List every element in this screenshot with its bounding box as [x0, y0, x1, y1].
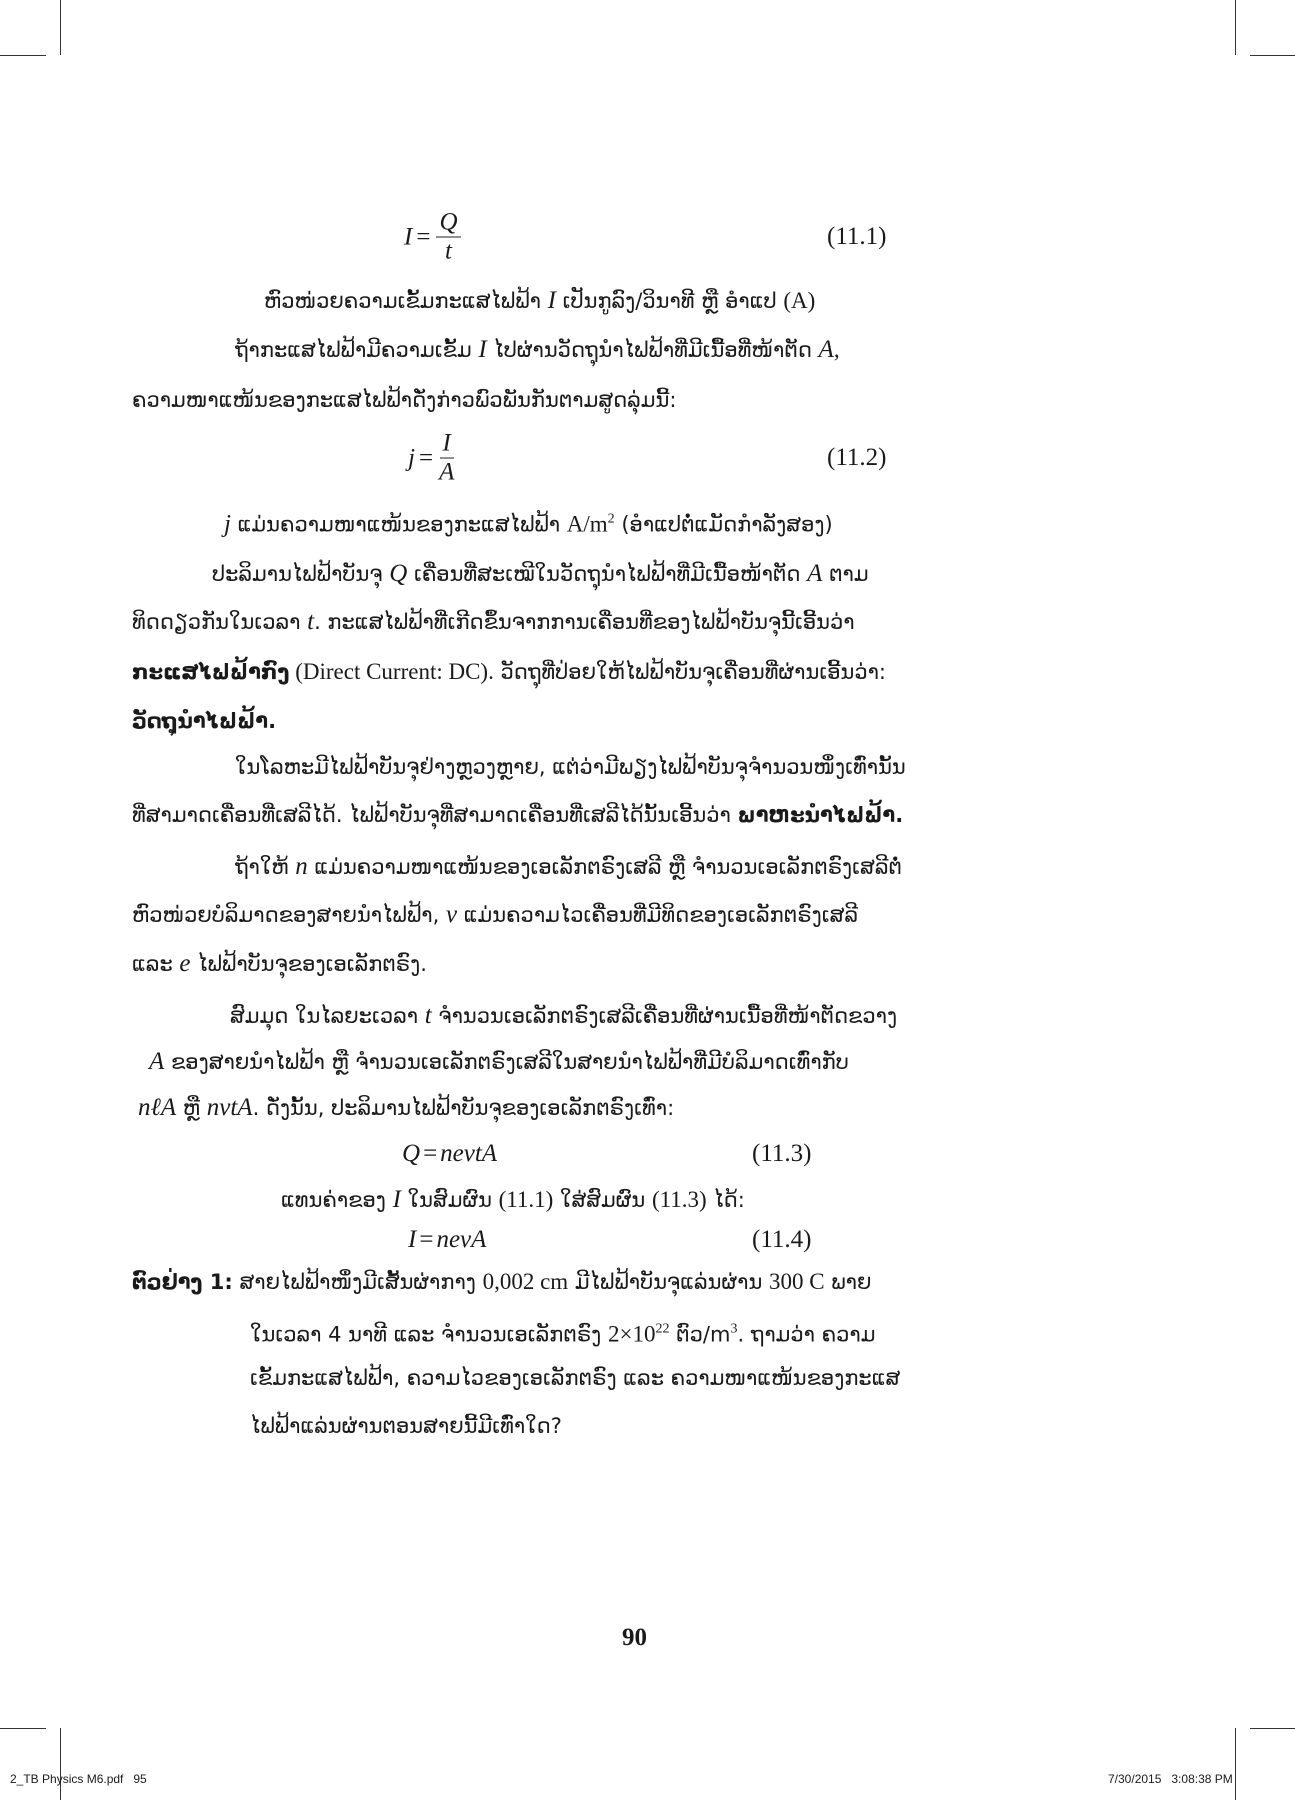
text-segment: ຕົວ/m	[669, 1322, 731, 1347]
eq-lhs: I	[404, 223, 413, 250]
math-variable: I	[547, 287, 556, 314]
math-variable: t	[307, 608, 315, 635]
text-line	[132, 385, 676, 415]
text-segment: ເຂັ້ມກະແສໄຟຟ້າ, ຄວາມໄວຂອງເອເລັກຕຣົງ ແລະ ຄວາມໜາແໜ້ນຂອງກະແສ	[250, 1366, 901, 1390]
text-segment: 2	[607, 511, 615, 527]
math-variable: nℓA	[138, 1094, 177, 1121]
eq-op: =	[416, 223, 431, 250]
text-segment: 300 C	[768, 1269, 825, 1294]
text-line	[132, 900, 858, 930]
page-number: 90	[622, 1624, 647, 1651]
math-variable: A	[818, 336, 834, 363]
text-segment: (Direct Current: DC).	[289, 659, 494, 684]
text-line	[250, 1411, 562, 1441]
text-line	[235, 852, 902, 882]
text-segment: ໄຟຟ້າແລ່ນຜ່ານຕອນສາຍນີ້ມີເທົ່າໃດ?	[250, 1414, 562, 1438]
footer-timestamp: 7/30/2015 3:08:38 PM	[1108, 1772, 1233, 1786]
text-segment: 2×10	[607, 1321, 656, 1347]
text-segment: ແທນຄ່າຂອງ	[281, 1188, 393, 1212]
text-segment: ສົມມຸດ ໃນໄລຍະເວລາ	[230, 1004, 425, 1028]
equation-11-3	[402, 1140, 497, 1168]
text-segment: ມີໄຟຟ້າບັນຈຸແລ່ນຜ່ານ	[568, 1270, 769, 1294]
bold-term: ຕົວຢ່າງ 1:	[132, 1270, 233, 1294]
text-line	[250, 1363, 900, 1393]
denominator: t	[444, 237, 452, 265]
text-segment: ທີ່ສາມາດເຄື່ອນທີ່ເສລີໄດ້. ໄຟຟ້າບັນຈຸທີ່ສາມາດເຄື່ອນທີ່ເສລີໄດ້ນັ້ນເອີ້ນວ່າ	[132, 803, 738, 827]
text-line	[132, 607, 855, 637]
text-segment: . ຖາມວ່າ ຄວາມ	[737, 1322, 876, 1347]
fraction	[439, 430, 454, 487]
text-line	[132, 706, 276, 736]
text-line	[149, 1047, 849, 1077]
math-variable: e	[179, 950, 191, 977]
text-segment: ເປັນກູລົງ/ວິນາທີ ຫຼື ອຳແປ	[555, 289, 784, 313]
crop-mark	[60, 0, 61, 55]
text-line	[138, 1093, 674, 1123]
eq-op: =	[418, 444, 434, 471]
math-variable: A	[149, 1048, 165, 1075]
text-line	[212, 559, 869, 589]
bold-term: ພາຫະນຳໄຟຟ້າ.	[737, 803, 904, 827]
equation-label: (11.4)	[752, 1226, 812, 1253]
text-segment: ສາຍໄຟຟ້າໜຶ່ງມີເສັ້ນຜ່າກາງ	[232, 1270, 483, 1294]
text-segment: 3	[730, 1321, 738, 1337]
text-segment: 0,002 cm	[482, 1269, 569, 1294]
text-segment: ຖ້າໃຫ້	[235, 855, 296, 879]
bold-term: ກະແສໄຟຟ້າກົງ	[132, 660, 290, 684]
eq-lhs: I	[408, 1226, 417, 1253]
denominator: A	[439, 458, 455, 486]
text-line	[250, 1315, 875, 1350]
math-variable: Q	[389, 560, 408, 587]
text-segment: ປະລິມານໄຟຟ້າບັນຈຸ	[212, 562, 390, 586]
bold-term: ວັດຖຸນຳໄຟຟ້າ.	[132, 709, 277, 733]
math-variable: I	[478, 336, 487, 363]
numerator: Q	[436, 209, 460, 238]
text-segment: ຄວາມໜາແໜ້ນຂອງກະແສໄຟຟ້າດັ່ງກ່າວພົວພັນກັນຕາມສູດລຸ່ມນີ້:	[132, 388, 677, 412]
text-segment: ຂອງສາຍນຳໄຟຟ້າ ຫຼື ຈຳນວນເອເລັກຕຣົງເສລີໃນສາຍນຳໄຟຟ້າທີ່ມີບໍລິມາດເທົ່າກັບ	[164, 1050, 849, 1074]
eq-lhs: Q	[402, 1140, 421, 1167]
crop-mark	[60, 1728, 61, 1800]
math-variable: v	[445, 901, 458, 928]
text-segment: ພາຍ	[824, 1270, 872, 1294]
text-segment: A/m	[566, 511, 608, 537]
text-segment: ເຄື່ອນທີ່ສະເໝີໃນວັດຖຸນຳໄຟຟ້າທີ່ມີເນື້ອໜ້າຕັດ	[407, 562, 808, 586]
equation-label: (11.2)	[827, 444, 887, 471]
text-line	[264, 286, 815, 316]
eq-rhs: nevtA	[440, 1140, 498, 1167]
crop-mark	[1235, 1728, 1236, 1800]
text-segment: 22	[655, 1321, 670, 1337]
equation-11-1	[404, 209, 461, 266]
text-segment: ແມ່ນຄວາມໄວເຄື່ອນທີ່ມີທິດຂອງເອເລັກຕຣົງເສລີ	[457, 903, 858, 927]
text-segment: ແມ່ນຄວາມໜາແໜ້ນຂອງກະແສໄຟຟ້າ	[230, 512, 567, 537]
text-segment: ທິດດຽວກັນໃນເວລາ	[132, 610, 308, 634]
text-segment: ແລະ	[132, 952, 180, 976]
text-segment: ຕາມ	[822, 562, 869, 586]
text-segment: ໃນໂລຫະມີໄຟຟ້າບັນຈຸຢ່າງຫຼວງຫຼາຍ, ແຕ່ວ່າມີພຽງໄຟຟ້າບັນຈຸຈຳນວນໜຶ່ງເທົ່ານັ້ນ	[235, 755, 906, 779]
equation-11-4	[408, 1226, 486, 1254]
math-variable: I	[392, 1186, 401, 1213]
eq-rhs: nevA	[436, 1226, 487, 1253]
text-segment: ,	[833, 337, 840, 362]
text-segment: ໄປຜ່ານວັດຖຸນຳໄຟຟ້າທີ່ມີເນື້ອທີ່ໜ້າຕັດ	[486, 338, 819, 362]
text-segment: ຖ້າກະແສໄຟຟ້າມີຄວາມເຂັ້ມ	[235, 338, 479, 362]
text-segment: . ດັ່ງນັ້ນ, ປະລິມານໄຟຟ້າບັນຈຸຂອງເອເລັກຕຣົງເທົ່າ:	[252, 1096, 675, 1120]
math-variable: A	[807, 560, 823, 587]
crop-mark	[1250, 55, 1295, 56]
text-line	[132, 1267, 871, 1297]
text-line	[224, 505, 833, 540]
text-segment: ວັດຖຸທີ່ປ່ອຍໃຫ້ໄຟຟ້າບັນຈຸເຄື່ອນທີ່ຜ່ານເອີ້ນວ່າ:	[493, 660, 886, 684]
crop-mark	[1235, 0, 1236, 55]
eq-lhs: j	[408, 444, 415, 471]
text-segment: (ອຳແປຕໍ່ແມັດກຳລັງສອງ)	[614, 512, 833, 537]
text-segment: (11.1)	[498, 1187, 554, 1212]
equation-11-2	[408, 430, 454, 487]
text-segment: ໄຟຟ້າບັນຈຸຂອງເອເລັກຕຣົງ.	[190, 952, 427, 976]
math-variable: nvtA	[206, 1094, 253, 1121]
crop-mark	[1250, 1728, 1295, 1729]
text-segment: ໄດ້:	[706, 1188, 745, 1212]
text-line	[235, 335, 840, 365]
text-line	[132, 800, 903, 830]
equation-label: (11.1)	[827, 223, 887, 250]
text-segment: ຫົວໜ່ວຍຄວາມເຂັ້ມກະແສໄຟຟ້າ	[264, 289, 548, 313]
math-variable: n	[295, 853, 308, 880]
text-segment: . ກະແສໄຟຟ້າທີ່ເກີດຂຶ້ນຈາກການເຄື່ອນທີ່ຂອງໄຟຟ້າບັນຈຸນີ້ເອີ້ນວ່າ	[314, 610, 855, 634]
text-segment: ໃສ່ສົມຜົນ	[553, 1188, 652, 1212]
text-segment: (A)	[783, 288, 816, 313]
text-line	[132, 949, 427, 979]
text-segment: (11.3)	[651, 1187, 707, 1212]
text-line	[230, 1001, 897, 1031]
fraction	[436, 209, 460, 266]
text-line	[281, 1185, 745, 1215]
eq-op: =	[419, 1226, 434, 1253]
text-segment: ຫຼື	[176, 1096, 207, 1120]
text-segment: ແມ່ນຄວາມໜາແໜ້ນຂອງເອເລັກຕຣົງເສລີ ຫຼື ຈຳນວນເອເລັກຕຣົງເສລີຕໍ່	[307, 855, 902, 879]
math-variable: t	[424, 1002, 432, 1029]
text-segment: ໃນສົມຜົນ	[400, 1188, 499, 1212]
text-line	[235, 752, 906, 782]
footer-file: 2_TB Physics M6.pdf 95	[10, 1772, 147, 1786]
eq-op: =	[423, 1140, 438, 1167]
text-segment: ຈຳນວນເອເລັກຕຣົງເສລີເຄື່ອນທີ່ຜ່ານເນື້ອທີ່ໜ້າຕັດຂວາງ	[431, 1004, 898, 1028]
crop-mark	[0, 55, 46, 56]
equation-label: (11.3)	[752, 1140, 812, 1167]
text-segment: ຫົວໜ່ວຍບໍລິມາດຂອງສາຍນຳໄຟຟ້າ,	[132, 903, 446, 927]
crop-mark	[0, 1728, 46, 1729]
text-segment: ໃນເວລາ 4 ນາທີ ແລະ ຈຳນວນເອເລັກຕຣົງ	[250, 1322, 608, 1347]
numerator: I	[440, 430, 454, 459]
text-line	[132, 657, 886, 687]
math-variable: j	[224, 510, 231, 538]
